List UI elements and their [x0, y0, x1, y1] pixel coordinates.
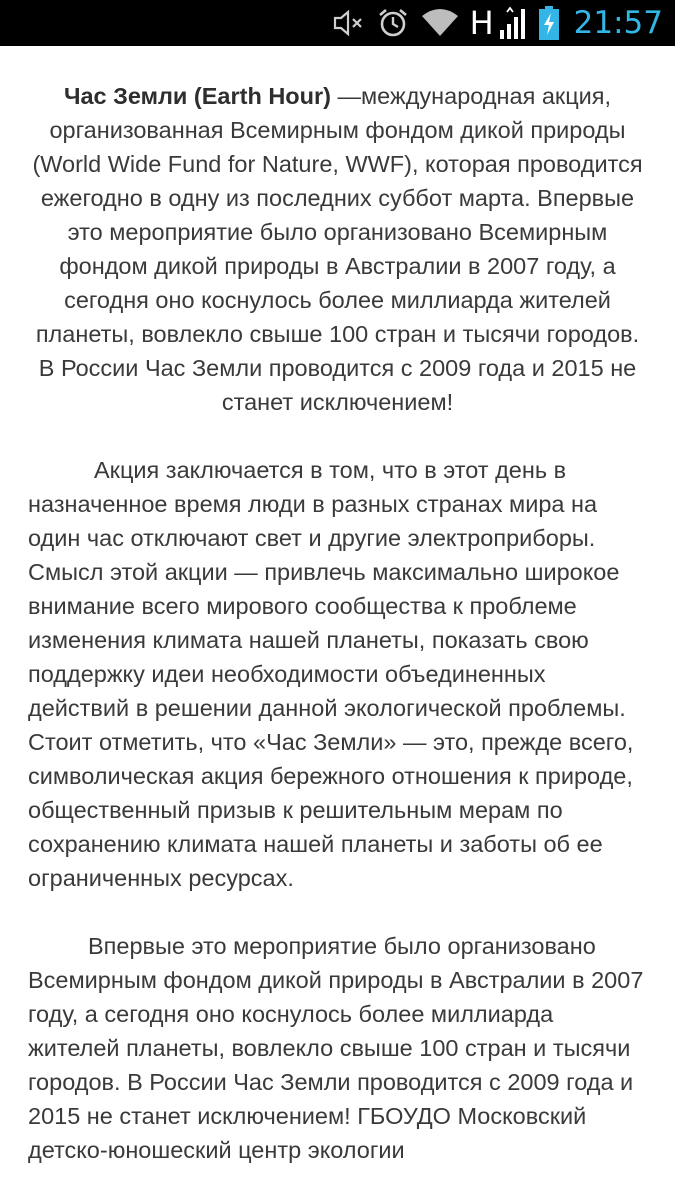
alarm-icon — [376, 0, 410, 46]
status-bar — [0, 0, 675, 46]
clock: 21:57 — [573, 5, 663, 41]
article-content — [0, 46, 675, 1167]
mute-icon — [332, 0, 366, 46]
signal-icon — [498, 0, 528, 46]
paragraph-2: Впервые это мероприятие было организовано Всемирным фондом дикой природы в Австралии в 2007 году, а сегодня оно коснулось более миллиарда жителей планеты, вовлекло свыше 100 стран и тысячи городов. В России Час Земли проводится с 2009 года и 2015 не станет исключением! ГБОУДО Московский детско-юношеский центр экологии — [28, 933, 644, 1163]
network-type-label: H — [469, 4, 494, 42]
intro-title: Час Земли (Earth Hour) — [63, 83, 331, 109]
paragraph-1: Акция заключается в том, что в этот день в назначенное время люди в разных странах мира на один час отключают свет и другие электроприборы. Смысл этой акции — привлечь максимально широкое внимание всего мирового сообщества к проблеме изменения климата нашей планеты, показать свою поддержку идеи необходимости объединенных действий в решении данной экологической проблемы. Стоит отметить, что «Час Земли» — это, прежде всего, символическая акция бережного отношения к природе, общественный призыв к решительным мерам по сохранению климата нашей планеты и заботы об ее ограниченных ресурсах. — [28, 457, 634, 891]
battery-charging-icon — [538, 0, 560, 46]
wifi-icon — [420, 0, 460, 46]
intro-paragraph — [28, 79, 647, 419]
intro-text: —международная акция, организованная Всемирным фондом дикой природы (World Wide Fund for Nature, WWF), которая проводится ежегодно в одну из последних суббот марта. Впервые это мероприятие было организовано Всемирным фондом дикой природы в Австралии в 2007 году, а сегодня оно коснулось более миллиарда жителей планеты, вовлекло свыше 100 стран и тысячи городов. В России Час Земли проводится с 2009 года и 2015 не станет исключением! — [32, 83, 643, 415]
